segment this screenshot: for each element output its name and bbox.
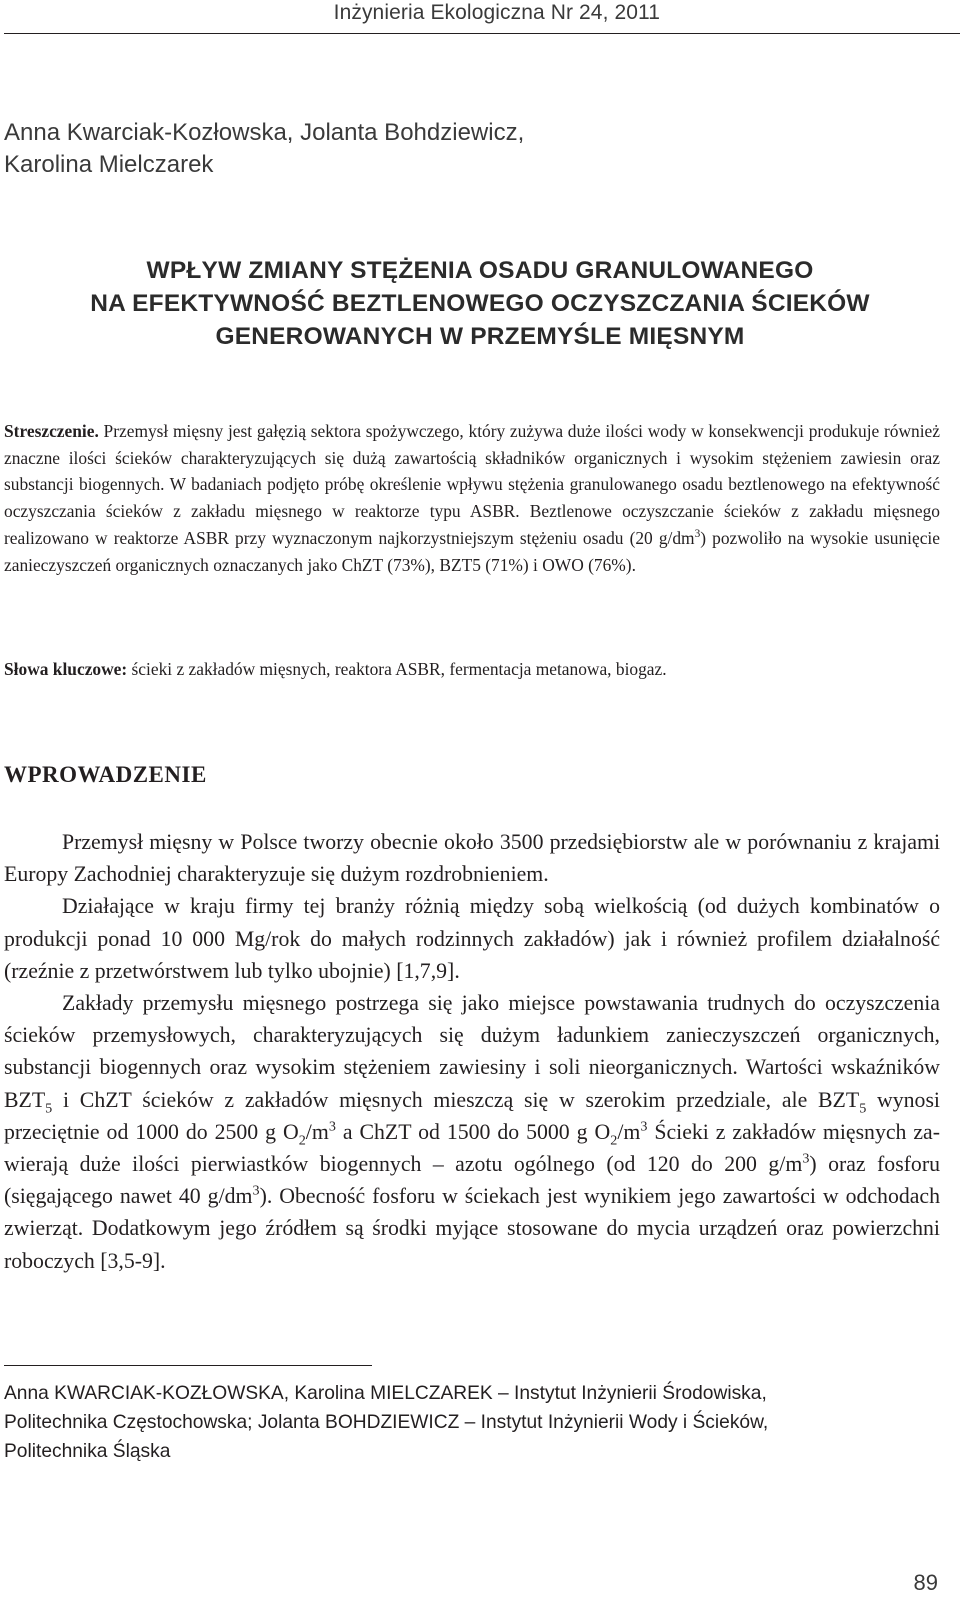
paragraph-3: [4, 987, 940, 1277]
p3-text: ). Obecność fosforu w ściekach jest wynikiem jego zawartości w odchodach zwierząt. Dodatkowym jego źródłem są środki myjące stosowane do mycia urządzeń oraz powierzchni roboczych [3,5-9].: [4, 1184, 940, 1273]
author-line-2: Karolina Mielczarek: [4, 151, 214, 178]
p3-superscript: 3: [640, 1118, 648, 1135]
abstract-text-a: Przemysł mięsny jest gałęzią sektora spożywczego, który zużywa duże ilości wody w konsekwencji produkuje również znaczne ilości ścieków charakteryzujących się dużą zawartością składników organicznych i wysokim stężeniem zawiesin oraz substancji biogennych. W badaniach podjęto próbę określenie wpływu stężenia granulowanego osadu beztlenowego na efektywność oczyszczania ścieków z zakładu mięsnego w reaktorze typu ASBR. Beztlenowe oczyszczanie ścieków z zakładu mięsnego realizowano w reaktorze ASBR przy wyznaczonym najkorzystniejszym stężeniu osadu (20 g/dm: [4, 421, 940, 548]
paragraph-1: Przemysł mięsny w Polsce tworzy obecnie około 3500 przedsiębiorstw ale w porównaniu z krajami Europy Zachodniej charakteryzuje się dużym rozdrobnieniem.: [4, 830, 940, 887]
p3-subscript: 5: [45, 1099, 53, 1116]
footnote-line-2: Politechnika Częstochowska; Jolanta BOHDZIEWICZ – Instytut Inżynierii Wody i Ścieków,: [4, 1412, 769, 1434]
paragraph-2: Działające w kraju firmy tej branży różnią między sobą wielkością (od dużych kombinatów o produkcji ponad 10 000 Mg/rok do małych rodzinnych zakładów) jak i również profilem działalność (rzeźnie z przetwórstwem lub tylko ubojnie) [1,7,9].: [4, 894, 940, 983]
section-heading: WPROWADZENIE: [4, 762, 207, 787]
abstract-text-b: ) pozwoliło na wysokie usunięcie zanieczyszczeń organicznych oznaczanych jako ChZT (73%), BZT5 (71%) i OWO (76%).: [4, 527, 940, 575]
affiliation-footnote: [4, 1379, 944, 1467]
paper-title: [0, 254, 960, 353]
p3-subscript: 2: [610, 1132, 618, 1149]
title-line-3: GENEROWANYCH W PRZEMYŚLE MIĘSNYM: [215, 323, 745, 350]
page-number: 89: [913, 1570, 938, 1595]
footnote-rule: [4, 1365, 372, 1366]
author-list: [4, 117, 944, 181]
abstract-label: Streszczenie.: [4, 421, 99, 441]
p3-text: a ChZT od 1500 do 5000 g O: [335, 1119, 611, 1144]
p3-text: /m: [617, 1119, 641, 1144]
abstract-superscript: 3: [694, 528, 701, 541]
p3-text: Ścieki z zakładów mięsnych zawierają duże ilości pierwiastków biogennych – azotu ogólnego (od 120 do 200 g/m: [4, 1119, 940, 1177]
footnote-line-3: Politechnika Śląska: [4, 1441, 171, 1463]
keywords: [4, 656, 940, 683]
journal-title: Inżynieria Ekologiczna Nr 24, 2011: [333, 1, 660, 24]
title-line-1: WPŁYW ZMIANY STĘŻENIA OSADU GRANULOWANEGO: [146, 257, 814, 284]
p3-text: i ChZT ścieków z zakładów mięsnych mieszczą się w szerokim przedziale, ale BZT: [52, 1087, 860, 1112]
p3-text: ) oraz fosforu (sięgającego nawet 40 g/dm: [4, 1152, 940, 1209]
abstract: [4, 418, 940, 578]
author-line-1: Anna Kwarciak-Kozłowska, Jolanta Bohdziewicz,: [4, 119, 525, 146]
p3-superscript: 3: [802, 1150, 810, 1167]
body-text: [4, 826, 940, 1277]
footnote-line-1: Anna KWARCIAK-KOZŁOWSKA, Karolina MIELCZAREK – Instytut Inżynierii Środowiska,: [4, 1383, 767, 1404]
p3-subscript: 2: [298, 1132, 306, 1149]
p3-subscript: 5: [859, 1099, 867, 1116]
title-line-2: NA EFEKTYWNOŚĆ BEZTLENOWEGO OCZYSZCZANIA ŚCIEKÓW: [90, 290, 870, 317]
p3-superscript: 3: [328, 1118, 336, 1135]
p3-text: Zakłady przemysłu mięsnego postrzega się jako miejsce powstawania trudnych do oczyszczenia ścieków przemysłowych, charakteryzujących się dużym ładunkiem zanieczyszczeń organicznych, substancji biogennych oraz wysokim stężeniem zawiesiny i soli nieorganicznych. Wartości wskaźników BZT: [4, 991, 940, 1112]
running-header: [0, 0, 960, 32]
header-rule: [4, 33, 960, 34]
keywords-label: Słowa kluczowe:: [4, 659, 128, 679]
keywords-text: ścieki z zakładów mięsnych, reaktora ASBR, fermentacja metanowa, biogaz.: [127, 659, 667, 679]
p3-text: /m: [305, 1119, 329, 1144]
p3-text: wynosi przeciętnie od 1000 do 2500 g O: [4, 1087, 940, 1144]
p3-superscript: 3: [252, 1182, 260, 1199]
